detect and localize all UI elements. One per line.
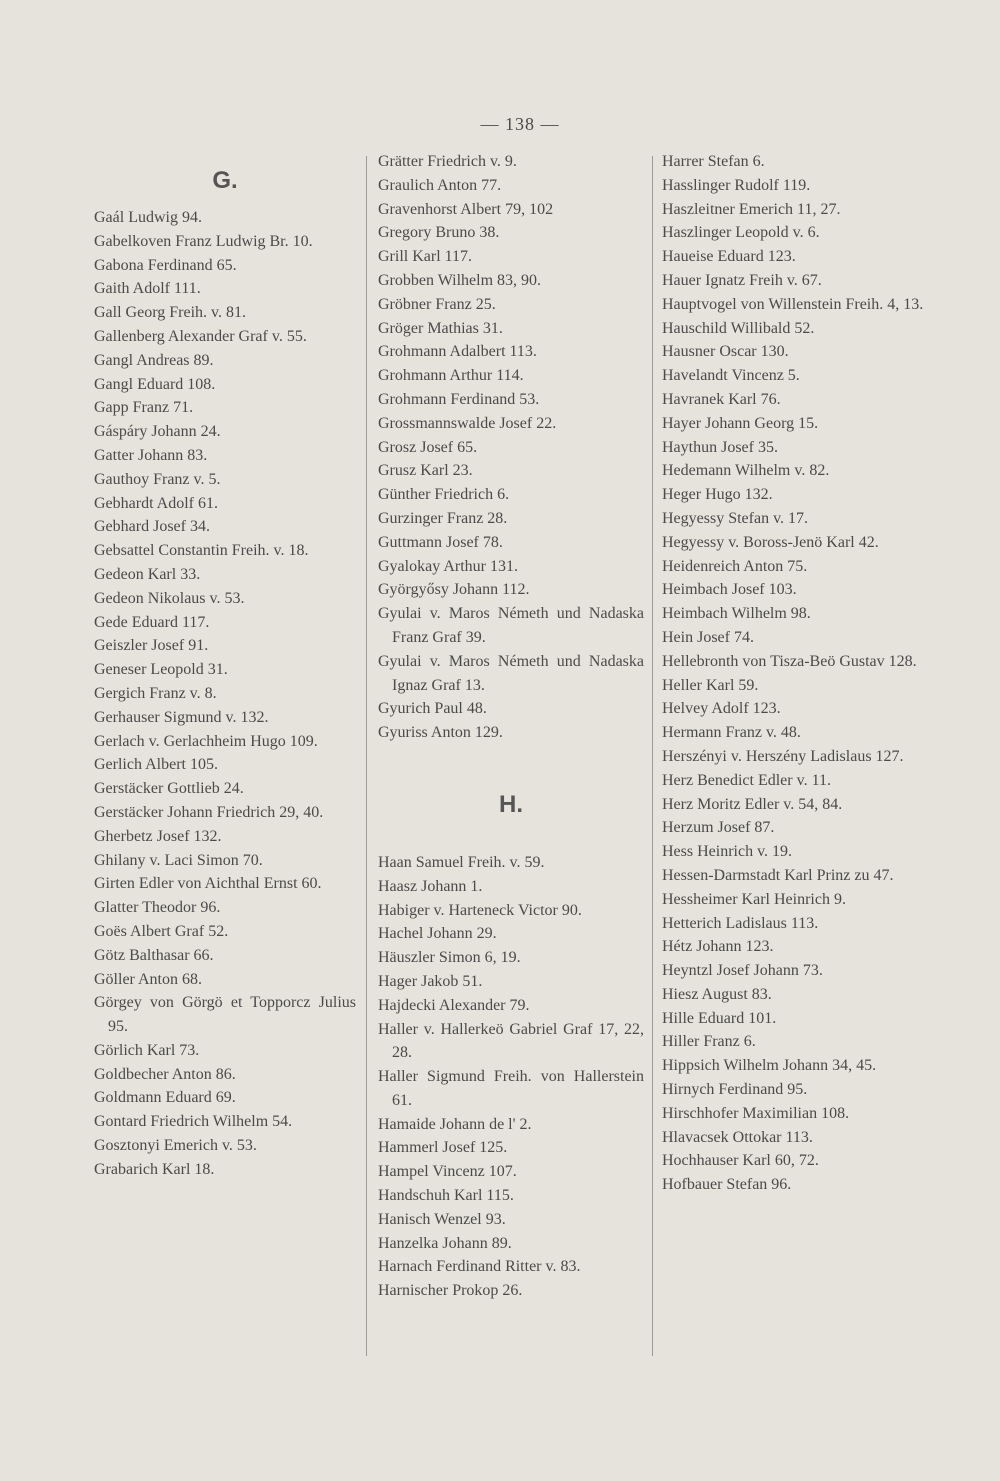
index-entry: Hessen-Darmstadt Karl Prinz zu 47. xyxy=(662,866,894,884)
index-entry: Gaál Ludwig 94. xyxy=(94,209,202,226)
index-entry: Grätter Friedrich v. 9. xyxy=(378,153,517,170)
index-entry: Haszleitner Emerich 11, 27. xyxy=(662,200,841,218)
index-entry: Györgyősy Johann 112. xyxy=(378,581,530,599)
index-entry: Heimbach Wilhelm 98. xyxy=(662,605,811,623)
index-entry: Hanisch Wenzel 93. xyxy=(378,1210,506,1228)
index-entry: Haller v. Hallerkeö Gabriel Graf 17, 22, 28. xyxy=(378,1020,644,1062)
index-entry: Gáspáry Johann 24. xyxy=(94,423,221,441)
index-entry: Heller Karl 59. xyxy=(662,676,759,694)
index-entry: Grusz Karl 23. xyxy=(378,462,473,480)
index-entry: Hanzelka Johann 89. xyxy=(378,1234,512,1252)
index-entry: Helvey Adolf 123. xyxy=(662,700,781,718)
index-entry: Hiller Franz 6. xyxy=(662,1033,756,1051)
index-entry: Goldbecher Anton 86. xyxy=(94,1065,236,1083)
section-heading-h: H. xyxy=(499,790,523,818)
index-entry: Heyntzl Josef Johann 73. xyxy=(662,962,823,980)
index-entry: Grohmann Adalbert 113. xyxy=(378,343,537,361)
index-entry: Grossmannswalde Josef 22. xyxy=(378,414,557,432)
index-entry: Hein Josef 74. xyxy=(662,628,754,646)
column-divider xyxy=(652,156,653,1356)
index-entry: Habiger v. Harteneck Victor 90. xyxy=(378,901,582,919)
index-entry: Hager Jakob 51. xyxy=(378,972,483,990)
index-entry: Gerhauser Sigmund v. 132. xyxy=(94,708,269,726)
index-entry: Hedemann Wilhelm v. 82. xyxy=(662,462,830,480)
index-entry: Glatter Theodor 96. xyxy=(94,899,221,917)
index-entry: Haueise Eduard 123. xyxy=(662,248,796,266)
index-entry: Gosztonyi Emerich v. 53. xyxy=(94,1137,257,1155)
index-entry: Götz Balthasar 66. xyxy=(94,946,214,964)
index-entry: Hausner Oscar 130. xyxy=(662,343,789,361)
index-entry: Gerlich Albert 105. xyxy=(94,756,218,774)
index-entry: Gravenhorst Albert 79, 102 xyxy=(378,200,554,218)
index-entry: Hampel Vincenz 107. xyxy=(378,1163,517,1181)
index-entry: Harnischer Prokop 26. xyxy=(378,1282,523,1300)
index-entry: Hegyessy v. Boross-Jenö Karl 42. xyxy=(662,533,879,551)
index-entry: Geneser Leopold 31. xyxy=(94,661,228,679)
index-entry: Herz Benedict Edler v. 11. xyxy=(662,771,831,789)
index-entry: Hajdecki Alexander 79. xyxy=(378,996,530,1014)
index-entry: Gröger Mathias 31. xyxy=(378,319,503,337)
index-entry: Hermann Franz v. 48. xyxy=(662,724,801,742)
index-entry: Hiesz August 83. xyxy=(662,985,772,1003)
index-entry: Hille Eduard 101. xyxy=(662,1009,777,1027)
index-column-2 xyxy=(378,150,644,1303)
entry-list xyxy=(662,150,934,1197)
index-entry: Haasz Johann 1. xyxy=(378,877,483,895)
index-entry: Gyulai v. Maros Németh und Nadaska Ignaz Graf 13. xyxy=(378,652,644,694)
index-entry: Häuszler Simon 6, 19. xyxy=(378,949,521,967)
index-entry: Harnach Ferdinand Ritter v. 83. xyxy=(378,1258,581,1276)
index-entry: Hétz Johann 123. xyxy=(662,938,774,956)
index-entry: Hauer Ignatz Freih v. 67. xyxy=(662,271,822,289)
index-entry: Herszényi v. Herszény Ladislaus 127. xyxy=(662,747,904,765)
index-entry: Haszlinger Leopold v. 6. xyxy=(662,224,820,242)
index-entry: Hammerl Josef 125. xyxy=(378,1139,508,1157)
index-entry: Hauschild Willibald 52. xyxy=(662,319,815,337)
index-entry: Havelandt Vincenz 5. xyxy=(662,367,800,385)
index-entry: Gauthoy Franz v. 5. xyxy=(94,470,221,488)
index-entry: Heimbach Josef 103. xyxy=(662,581,797,599)
index-entry: Handschuh Karl 115. xyxy=(378,1187,514,1205)
index-entry: Gabelkoven Franz Ludwig Br. 10. xyxy=(94,232,313,250)
index-entry: Harrer Stefan 6. xyxy=(662,153,765,170)
index-entry: Hellebronth von Tisza-Beö Gustav 128. xyxy=(662,652,917,670)
index-entry: Gangl Andreas 89. xyxy=(94,351,214,369)
index-entry: Grohmann Arthur 114. xyxy=(378,367,524,385)
index-entry: Gabona Ferdinand 65. xyxy=(94,256,237,274)
index-entry: Hippsich Wilhelm Johann 34, 45. xyxy=(662,1057,877,1075)
index-column-1 xyxy=(94,150,356,1182)
index-entry: Geiszler Josef 91. xyxy=(94,637,209,655)
index-entry: Gebhardt Adolf 61. xyxy=(94,494,218,512)
index-entry: Hayer Johann Georg 15. xyxy=(662,414,819,432)
index-entry: Grabarich Karl 18. xyxy=(94,1160,215,1178)
index-entry: Gaith Adolf 111. xyxy=(94,280,201,298)
index-entry: Gall Georg Freih. v. 81. xyxy=(94,304,246,322)
index-entry: Guttmann Josef 78. xyxy=(378,533,503,551)
index-entry: Gregory Bruno 38. xyxy=(378,224,500,242)
index-entry: Hetterich Ladislaus 113. xyxy=(662,914,819,932)
index-column-3 xyxy=(662,150,934,1197)
index-entry: Hess Heinrich v. 19. xyxy=(662,843,793,861)
entry-list xyxy=(378,150,644,745)
index-entry: Gebhard Josef 34. xyxy=(94,518,210,536)
index-entry: Görlich Karl 73. xyxy=(94,1041,200,1059)
index-entry: Gangl Eduard 108. xyxy=(94,375,216,393)
index-entry: Heger Hugo 132. xyxy=(662,486,773,504)
index-entry: Gyalokay Arthur 131. xyxy=(378,557,518,575)
index-entry: Grobben Wilhelm 83, 90. xyxy=(378,271,542,289)
index-entry: Hirschhofer Maximilian 108. xyxy=(662,1104,850,1122)
index-entry: Gyurich Paul 48. xyxy=(378,700,487,718)
section-heading-g: G. xyxy=(212,167,238,194)
index-entry: Hofbauer Stefan 96. xyxy=(662,1176,792,1194)
index-entry: Gyuriss Anton 129. xyxy=(378,724,503,742)
index-entry: Gyulai v. Maros Németh und Nadaska Franz Graf 39. xyxy=(378,605,644,646)
index-entry: Hasslinger Rudolf 119. xyxy=(662,176,811,194)
index-entry: Gebsattel Constantin Freih. v. 18. xyxy=(94,542,309,560)
index-entry: Gapp Franz 71. xyxy=(94,399,194,417)
index-entry: Goldmann Eduard 69. xyxy=(94,1089,236,1107)
index-entry: Gatter Johann 83. xyxy=(94,446,208,464)
index-entry: Gherbetz Josef 132. xyxy=(94,827,222,845)
index-entry: Göller Anton 68. xyxy=(94,970,202,988)
index-entry: Hirnych Ferdinand 95. xyxy=(662,1081,808,1099)
index-entry: Grill Karl 117. xyxy=(378,248,473,266)
index-entry: Gede Eduard 117. xyxy=(94,613,210,631)
index-entry: Herzum Josef 87. xyxy=(662,819,775,837)
index-entry: Haller Sigmund Freih. von Hallerstein 61. xyxy=(378,1068,644,1109)
index-entry: Haan Samuel Freih. v. 59. xyxy=(378,853,545,871)
index-entry: Gurzinger Franz 28. xyxy=(378,509,508,527)
index-entry: Goës Albert Graf 52. xyxy=(94,922,229,940)
index-entry: Hessheimer Karl Heinrich 9. xyxy=(662,890,846,908)
entry-list xyxy=(94,206,356,1182)
index-entry: Havranek Karl 76. xyxy=(662,390,781,408)
index-entry: Heidenreich Anton 75. xyxy=(662,557,808,575)
index-entry: Gallenberg Alexander Graf v. 55. xyxy=(94,327,307,345)
index-entry: Herz Moritz Edler v. 54, 84. xyxy=(662,795,843,813)
column-divider xyxy=(366,156,367,1356)
index-entry: Ghilany v. Laci Simon 70. xyxy=(94,851,263,869)
index-entry: Hauptvogel von Willenstein Freih. 4, 13. xyxy=(662,295,924,313)
index-entry: Gergich Franz v. 8. xyxy=(94,684,217,702)
index-entry: Gerlach v. Gerlachheim Hugo 109. xyxy=(94,732,318,750)
index-entry: Hlavacsek Ottokar 113. xyxy=(662,1128,813,1146)
index-entry: Günther Friedrich 6. xyxy=(378,486,510,504)
index-entry: Hachel Johann 29. xyxy=(378,925,497,943)
index-entry: Girten Edler von Aichthal Ernst 60. xyxy=(94,875,322,893)
index-entry: Gerstäcker Johann Friedrich 29, 40. xyxy=(94,803,324,821)
index-entry: Graulich Anton 77. xyxy=(378,176,502,194)
index-entry: Grosz Josef 65. xyxy=(378,438,478,456)
index-entry: Gedeon Karl 33. xyxy=(94,565,201,583)
index-entry: Hochhauser Karl 60, 72. xyxy=(662,1152,819,1170)
index-entry: Grohmann Ferdinand 53. xyxy=(378,390,540,408)
index-entry: Gontard Friedrich Wilhelm 54. xyxy=(94,1113,293,1131)
index-entry: Hegyessy Stefan v. 17. xyxy=(662,509,809,527)
index-entry: Gerstäcker Gottlieb 24. xyxy=(94,780,244,798)
entry-list xyxy=(378,851,644,1303)
index-entry: Hamaide Johann de l' 2. xyxy=(378,1115,532,1133)
page-number: — 138 — xyxy=(480,114,560,134)
index-entry: Gedeon Nikolaus v. 53. xyxy=(94,589,245,607)
index-entry: Görgey von Görgö et Topporcz Julius 95. xyxy=(94,994,356,1036)
index-entry: Gröbner Franz 25. xyxy=(378,295,496,313)
index-entry: Haythun Josef 35. xyxy=(662,438,778,456)
